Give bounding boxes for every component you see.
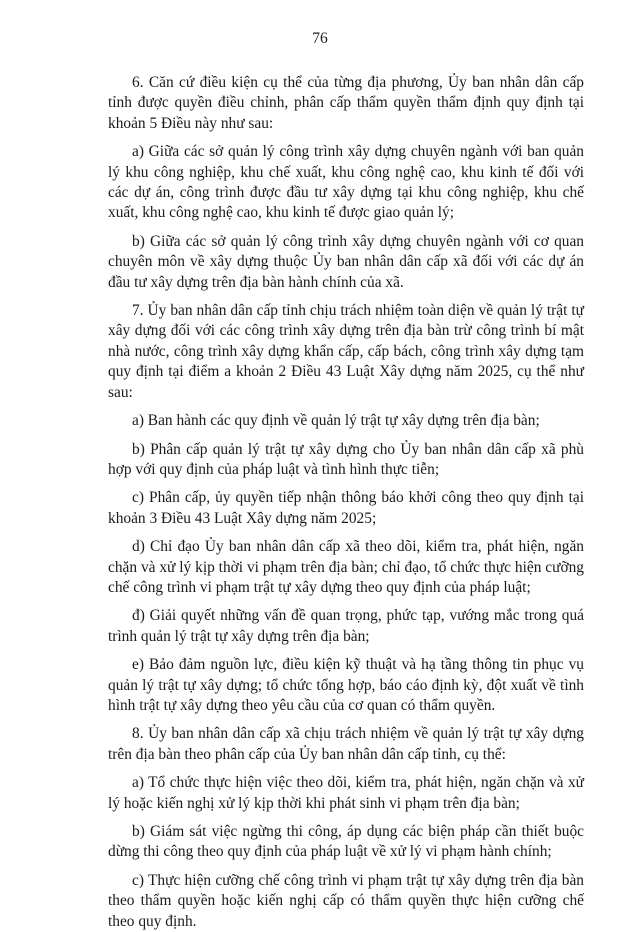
paragraph: b) Giữa các sở quản lý công trình xây dựng chuyên ngành với cơ quan chuyên môn về xây dựng thuộc Ủy ban nhân dân cấp xã đối với các dự án đầu tư xây dựng trên địa bàn hành chính của xã. [108,232,584,291]
paragraph: c) Thực hiện cưỡng chế công trình vi phạm trật tự xây dựng trên địa bàn theo thẩm quyền hoặc kiến nghị cấp có thẩm quyền thực hiện cưỡng chế theo quy định. [108,871,584,930]
paragraph: 6. Căn cứ điều kiện cụ thể của từng địa phương, Ủy ban nhân dân cấp tỉnh được quyền điều chỉnh, phân cấp thẩm quyền thẩm định quy định tại khoản 5 Điều này như sau: [108,74,584,132]
paragraph: đ) Giải quyết những vấn đề quan trọng, phức tạp, vướng mắc trong quá trình quản lý trật tự xây dựng trên địa bàn; [108,607,584,645]
paragraph: d) Chỉ đạo Ủy ban nhân dân cấp xã theo dõi, kiểm tra, phát hiện, ngăn chặn và xử lý kịp thời vi phạm trên địa bàn; chỉ đạo, tổ chức thực hiện cưỡng chế công trình vi phạm trật tự xây dựng theo quy định của pháp luật; [108,538,584,596]
document-body [108,73,584,932]
paragraph: b) Phân cấp quản lý trật tự xây dựng cho Ủy ban nhân dân cấp xã phù hợp với quy định của pháp luật và tình hình thực tiễn; [108,440,584,478]
paragraph: b) Giám sát việc ngừng thi công, áp dụng các biện pháp cần thiết buộc dừng thi công theo quy định của pháp luật về xử lý vi phạm hành chính; [108,823,584,861]
paragraph: 7. Ủy ban nhân dân cấp tỉnh chịu trách nhiệm toàn diện về quản lý trật tự xây dựng đối với các công trình xây dựng trên địa bàn trừ công trình bí mật nhà nước, công trình xây dựng khẩn cấp, cấp bách, công trình xây dựng tạm quy định tại điểm a khoản 2 Điều 43 Luật Xây dựng năm 2025, cụ thể như sau: [108,302,584,401]
paragraph: a) Ban hành các quy định về quản lý trật tự xây dựng trên địa bàn; [132,412,540,430]
paragraph: 8. Ủy ban nhân dân cấp xã chịu trách nhiệm về quản lý trật tự xây dựng trên địa bàn theo phân cấp của Ủy ban nhân dân cấp tỉnh, cụ thể: [108,725,584,763]
paragraph: a) Giữa các sở quản lý công trình xây dựng chuyên ngành với ban quản lý khu công nghiệp, khu chế xuất, khu công nghệ cao, khu kinh tế đối với các dự án, công trình được đầu tư xây dựng tại khu công nghiệp, khu chế xuất, khu công nghệ cao, khu kinh tế được giao quản lý; [108,143,584,222]
paragraph: a) Tổ chức thực hiện việc theo dõi, kiểm tra, phát hiện, ngăn chặn và xử lý hoặc kiến nghị xử lý kịp thời khi phát sinh vi phạm trên địa bàn; [108,774,584,812]
paragraph: e) Bảo đảm nguồn lực, điều kiện kỹ thuật và hạ tầng thông tin phục vụ quản lý trật tự xây dựng; tổ chức tổng hợp, báo cáo định kỳ, đột xuất về tình hình trật tự xây dựng theo yêu cầu của cơ quan có thẩm quyền. [108,656,584,714]
paragraph: c) Phân cấp, ủy quyền tiếp nhận thông báo khởi công theo quy định tại khoản 3 Điều 43 Luật Xây dựng năm 2025; [108,489,584,527]
page-number: 76 [312,30,328,47]
